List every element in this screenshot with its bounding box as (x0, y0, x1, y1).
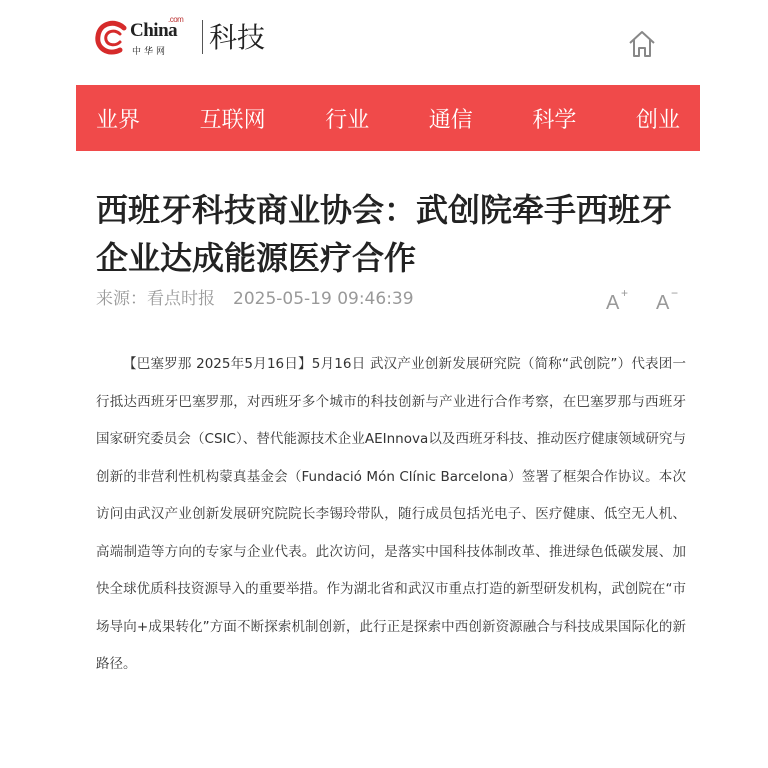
category-nav (76, 85, 700, 151)
nav-item-startup[interactable]: 创业 (635, 107, 680, 133)
home-icon (626, 28, 658, 60)
nav-item-internet[interactable]: 互联网 (199, 107, 266, 133)
article-source: 来源：看点时报 (96, 289, 215, 309)
logo-chinese-name: 中华网 (132, 47, 169, 57)
article-datetime: 2025-05-19 09:46:39 (233, 289, 414, 309)
plus-icon: + (621, 286, 629, 300)
nav-item-industry[interactable]: 业界 (96, 107, 141, 133)
font-size-controls (606, 286, 680, 315)
minus-icon: − (671, 286, 679, 300)
nav-item-sector[interactable]: 行业 (325, 107, 370, 133)
article-title: 西班牙科技商业协会：武创院牵手西班牙企业达成能源医疗合作 (96, 191, 673, 277)
font-decrease-button[interactable]: A − (656, 286, 679, 314)
logo-swirl-icon (94, 20, 130, 56)
section-title: 科技 (209, 21, 266, 54)
article-body (96, 346, 686, 684)
site-header (76, 10, 700, 72)
article-meta (96, 284, 414, 309)
nav-item-science[interactable]: 科学 (532, 107, 577, 133)
font-increase-button[interactable]: A + (606, 286, 629, 314)
nav-item-telecom[interactable]: 通信 (428, 107, 473, 133)
home-button[interactable] (626, 28, 658, 60)
header-divider (202, 20, 203, 54)
logo-wordmark: China .com (130, 15, 184, 41)
article-paragraph: 【巴塞罗那 2025年5月16日】5月16日 武汉产业创新发展研究院（简称“武创院”）代表团一行抵达西班牙巴塞罗那，对西班牙多个城市的科技创新与产业进行合作考察，在巴塞罗那与西班牙国家研究委员会（CSIC）、替代能源技术企业AEInnova以及西班牙科技、推动医疗健康领域研究与创新的非营利性机构蒙真基金会（Fundació Món Clínic Barcelona）签署了框架合作协议。本次访问由武汉产业创新发展研究院院长李锡玲带队，随行成员包括光电子、医疗健康、低空无人机、高端制造等方向的专家与企业代表。此次访问，是落实中国科技体制改革、推进绿色低碳发展、加快全球优质科技资源导入的重要举措。作为湖北省和武汉市重点打造的新型研发机构，武创院在“市场导向+成果转化”方面不断探索机制创新，此行正是探索中西创新资源融合与科技成果国际化的新路径。 (96, 356, 686, 672)
china-com-logo[interactable] (94, 16, 194, 66)
